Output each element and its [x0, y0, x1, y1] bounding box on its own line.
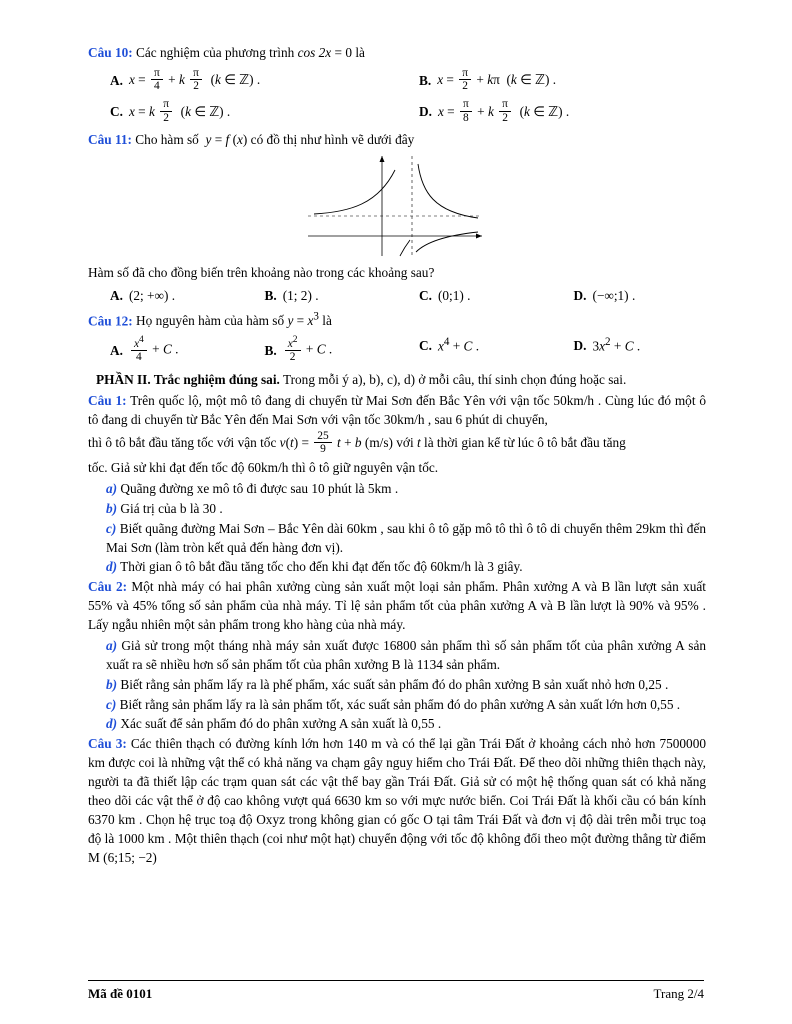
option-d[interactable]: [419, 100, 728, 126]
cau2-item-d-text: Xác suất để sản phẩm đó do phân xưởng A sản xuất là 0,55 .: [120, 716, 442, 732]
cau3-text: Các thiên thạch có đường kính lớn hơn 140 m và có thể lại gần Trái Đất ở khoảng cách nhỏ hơn 7500000 km được coi là những vật thể có khả năng va chạm gây nguy hiểm cho Trái Đất. Để theo dõi những thiên thạch này, người ta đã thiết lập các trạm quan sát các vật thể bay gần Trái Đất. Giả sử có một hệ thống quan sát có khả năng theo dõi các vật thể ở độ cao không vượt quá 6630 km so với mực nước biển. Coi Trái Đất là khối cầu có bán kính 6370 km . Chọn hệ trục toạ độ Oxyz trong không gian có gốc O tại tâm Trái Đất và đơn vị độ dài trên mỗi trục toạ độ là 1000 km . Một thiên thạch (coi như một hạt) chuyển động với tốc độ không đổi theo một đường thẳng từ điểm M (6;15; −2): [88, 736, 706, 865]
cau2-item-b: [88, 676, 706, 695]
option-b[interactable]: [419, 68, 728, 94]
option-a-label: A.: [110, 72, 123, 88]
option-c-label: C.: [419, 288, 432, 303]
question-12-label: Câu 12:: [88, 313, 133, 329]
cau1-formula-post: với t là thời gian kể từ lúc ô tô bắt đầu tăng: [396, 435, 626, 451]
option-c[interactable]: [419, 288, 574, 304]
cau1-item-d-text: Thời gian ô tô bắt đầu tăng tốc cho đến khi đạt đến tốc độ 60km/h là 3 giây.: [120, 559, 523, 575]
option-b-label: B.: [264, 342, 277, 358]
cau2-item-d: [88, 715, 706, 734]
option-b-text: x = $\frac{\pi}{2}$ + kπ (k ∈ ℤ) .: [437, 66, 557, 92]
page-footer: [88, 980, 704, 1002]
question-11-text: Cho hàm số y = f (x) có đồ thị như hình vẽ dưới đây: [135, 132, 415, 148]
option-b-text: (1; 2) .: [282, 288, 319, 303]
option-c[interactable]: [419, 336, 574, 354]
cau2-item-a: [88, 637, 706, 675]
option-c-text: $x^4 + C$ .: [437, 336, 480, 354]
question-10-stem: [88, 44, 706, 63]
cau2-item-a-text: Giả sử trong một tháng nhà máy sản xuất được 16800 sản phẩm thì số sản phẩm tốt của phân xưởng A sản xuất ra sẽ nhiều hơn số sản phẩm tốt của phân xưởng B là 1134 sản phẩm.: [106, 637, 706, 672]
option-b[interactable]: [265, 288, 420, 304]
cau1-item-a: [88, 480, 706, 499]
cau2-item-c-text: Biết rằng sản phẩm lấy ra là sản phẩm tốt, xác suất sản phẩm đó do phân xưởng A sản xuất lớn hơn 0,55 .: [119, 696, 681, 712]
cau1-item-a-text: Quãng đường xe mô tô đi được sau 10 phút là 5km .: [120, 480, 399, 496]
cau2-item-c-label: c): [106, 696, 117, 712]
question-12-options: [88, 336, 706, 365]
document-body: [88, 44, 706, 869]
question-11-question: Hàm số đã cho đồng biến trên khoảng nào trong các khoảng sau?: [88, 265, 435, 281]
cau1-formula-line: [88, 431, 706, 457]
option-c-label: C.: [110, 104, 123, 120]
cau3-label: Câu 3:: [88, 736, 127, 752]
exam-code: Mã đề 0101: [88, 986, 153, 1001]
option-a[interactable]: [88, 288, 265, 304]
cau1-item-b-text: Giá trị của b là 30 .: [120, 500, 223, 516]
option-c-text: (0;1) .: [437, 288, 471, 303]
cau1-item-c: [88, 520, 706, 558]
cau1-item-b: [88, 500, 706, 519]
cau1-item-a-label: a): [106, 480, 118, 496]
cau1-item-d-label: d): [106, 559, 118, 575]
cau1-item-c-text: Biết quãng đường Mai Sơn – Bắc Yên dài 60km , sau khi ô tô gặp mô tô thì ô tô di chuyển thêm 29km thì đến Mai Sơn (làm tròn kết quả đến hàng đơn vị).: [106, 520, 707, 555]
option-a[interactable]: [88, 336, 265, 365]
option-d-label: D.: [573, 288, 587, 303]
cau1-formula: v(t) = $\frac{25}{9}$ t + b (m/s): [279, 430, 397, 456]
question-12-text: Họ nguyên hàm của hàm số $y = x^3$ là: [136, 311, 332, 329]
cau2-label: Câu 2:: [88, 579, 128, 595]
part-2-heading: [88, 371, 706, 390]
option-a-label: A.: [110, 342, 123, 358]
cau1-item-b-label: b): [106, 500, 118, 516]
part-2-title: PHẦN II. Trắc nghiệm đúng sai.: [96, 371, 280, 387]
option-a-label: A.: [110, 288, 123, 303]
cau1-paragraph-3: tốc. Giả sử khi đạt đến tốc độ 60km/h thì ô tô giữ nguyên vận tốc.: [88, 460, 439, 476]
cau2-item-b-label: b): [106, 676, 118, 692]
question-11-stem: [88, 131, 706, 150]
question-12-stem: [88, 310, 706, 331]
option-b[interactable]: [265, 336, 420, 365]
option-a-text: (2; +∞) .: [128, 288, 176, 303]
cau2-item-b-text: Biết rằng sản phẩm lấy ra là phế phẩm, xác suất sản phẩm đó do phân xưởng B sản xuất nhỏ hơn 0,25 .: [120, 676, 669, 692]
page-number: Trang 2/4: [653, 986, 704, 1001]
option-d[interactable]: [574, 336, 729, 354]
question-11-options: [88, 288, 706, 304]
cau3-paragraph: [88, 735, 706, 867]
cau1-item-d: [88, 558, 706, 577]
option-d-text: $3x^2 + C$ .: [592, 336, 641, 354]
question-10-label: Câu 10:: [88, 45, 133, 60]
cau2-item-d-label: d): [106, 716, 118, 732]
option-d-label: D.: [419, 104, 432, 120]
option-c[interactable]: [88, 100, 419, 126]
cau2-text: Một nhà máy có hai phân xưởng cùng sản xuất một loại sản phẩm. Phân xưởng A và B lần lượt sản xuất 55% và 45% tổng số sản phẩm của nhà máy. Tỉ lệ sản phẩm tốt của phân xưởng A và B lần lượt là 90% và 95% . Lấy ngẫu nhiên một sản phẩm trong kho hàng của nhà máy.: [88, 579, 707, 633]
question-10-text: Các nghiệm của phương trình cos 2x = 0 là: [136, 45, 365, 60]
cau1-item-c-label: c): [106, 520, 117, 536]
option-b-text: $\frac{x^2}{2}$ + C .: [283, 336, 333, 365]
option-d[interactable]: [574, 288, 729, 304]
cau1-text: Trên quốc lộ, một mô tô đang di chuyển từ Mai Sơn đến Bắc Yên với vận tốc 50km/h . Cùng lúc đó một ô tô đang di chuyển từ Bắc Yên đến Mai Sơn với vận tốc 30km/h , sau 6 phút di chuyển,: [88, 392, 706, 427]
option-a[interactable]: [88, 68, 419, 94]
cau1-formula-pre: thì ô tô bắt đầu tăng tốc với vận tốc: [88, 435, 280, 451]
option-d-label: D.: [573, 337, 587, 353]
question-10-options: [88, 68, 706, 125]
option-b-label: B.: [419, 72, 432, 88]
question-11-label: Câu 11:: [88, 132, 132, 148]
option-a-text: x = $\frac{\pi}{4}$ + k $\frac{\pi}{2}$ (k ∈ ℤ) .: [128, 66, 261, 92]
option-c-label: C.: [419, 337, 432, 353]
cau2-item-a-label: a): [106, 637, 118, 653]
option-a-text: $\frac{x^4}{4}$ + C .: [129, 336, 179, 365]
part-2-desc: Trong mỗi ý a), b), c), d) ở mỗi câu, thí sinh chọn đúng hoặc sai.: [279, 371, 627, 387]
option-d-text: x = $\frac{\pi}{8}$ + k $\frac{\pi}{2}$ (k ∈ ℤ) .: [437, 98, 570, 124]
option-c-text: x = k $\frac{\pi}{2}$ (k ∈ ℤ) .: [128, 98, 231, 124]
cau1-label: Câu 1:: [88, 392, 127, 408]
function-graph: [300, 152, 490, 262]
cau1-paragraph: [88, 392, 706, 430]
graph-svg: [300, 152, 490, 258]
cau2-paragraph: [88, 578, 706, 635]
option-b-label: B.: [264, 288, 277, 303]
option-d-text: (−∞;1) .: [592, 288, 636, 303]
question-11-figure-area: [88, 152, 706, 260]
cau2-item-c: [88, 696, 706, 715]
